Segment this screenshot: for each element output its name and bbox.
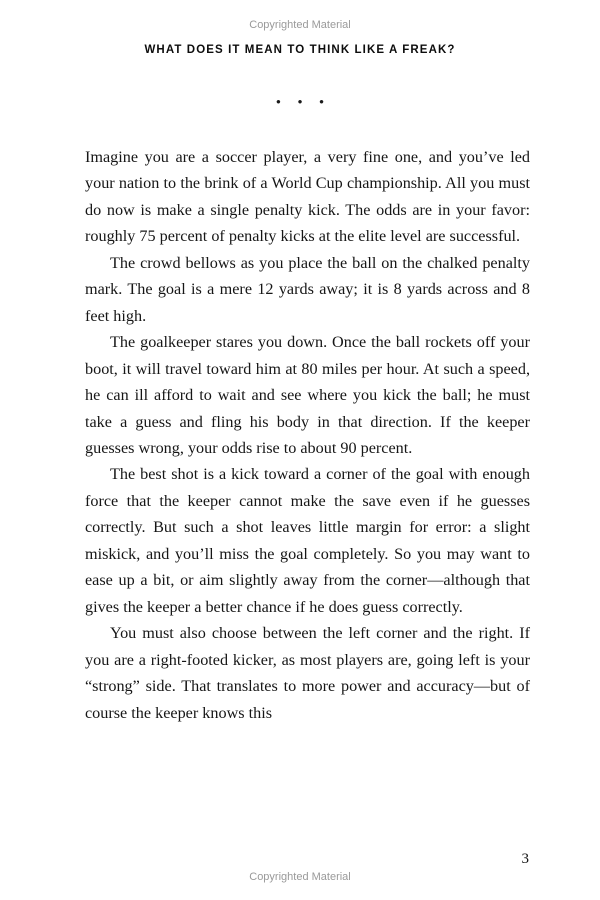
separator-dots-icon: ••• [276, 94, 341, 109]
body-paragraph: You must also choose between the left corner and the right. If you are a right-footed kicker, as most players are, going left is your “strong” side. That translates to more power and accuracy—but of course the keeper knows this [85, 624, 530, 722]
body-paragraph: The goalkeeper stares you down. Once the ball rockets off your boot, it will travel toward him at 80 miles per hour. At such a speed, he can ill afford to wait and see where you kick the ball; he must take a guess and fling his body in that direction. If the keeper guesses wrong, your odds rise to about 90 percent. [85, 333, 530, 457]
body-text [85, 144, 530, 726]
body-paragraph: The best shot is a kick toward a corner of the goal with enough force that the keeper cannot make the save even if he guesses correctly. But such a shot leaves little margin for error: a slight miskick, and you’ll miss the goal completely. So you may want to ease up a bit, or aim slightly away from the corner—although that gives the keeper a better chance if he does guess correctly. [85, 465, 530, 616]
chapter-title: WHAT DOES IT MEAN TO THINK LIKE A FREAK? [144, 44, 456, 56]
body-paragraph: The crowd bellows as you place the ball on the chalked penalty mark. The goal is a mere 12 yards away; it is 8 yards across and 8 feet high. [85, 253, 530, 325]
copyright-notice-bottom: Copyrighted Material [249, 871, 351, 883]
copyright-notice-top: Copyrighted Material [249, 19, 351, 31]
body-paragraph: Imagine you are a soccer player, a very fine one, and you’ve led your nation to the brink of a World Cup championship. All you must do now is make a single penalty kick. The odds are in your favor: roughly 75 percent of penalty kicks at the elite level are successful. [85, 148, 530, 246]
page-number: 3 [521, 851, 529, 867]
section-separator [0, 93, 600, 111]
